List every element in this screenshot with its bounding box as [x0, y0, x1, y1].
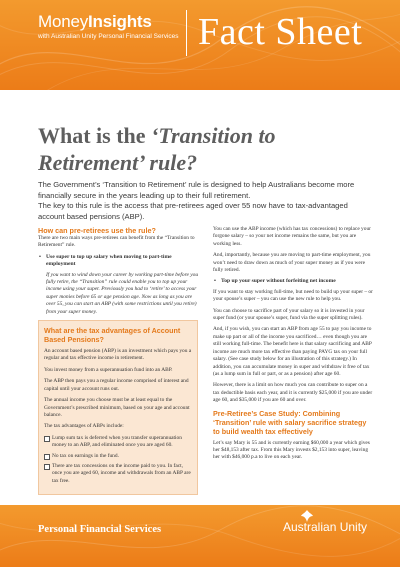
footer-service-name: Personal Financial Services — [38, 524, 162, 535]
footer-logo-text: Australian Unity — [283, 520, 368, 534]
box-p4: The annual income you choose must be at least equal to the Government’s prescribed minimum, based on your age and account balance. — [44, 397, 190, 418]
case-study-heading: Pre-Retiree’s Case Study: Combining ‘Transition’ rule with salary sacrifice strategy to build wealth tax effectively — [213, 408, 367, 436]
intro-p2: The key to this rule is the access that pre-retirees aged over 55 now have to tax-advantaged account based pensions (ABP). — [38, 201, 348, 221]
right-p4: You can choose to sacrifice part of your salary so it is invested in your super fund (or your spouse’s super, fund via the super splitting rules). — [213, 307, 365, 322]
brand-name — [38, 12, 179, 32]
intro-paragraph — [38, 180, 368, 222]
right-column — [213, 226, 373, 466]
fact-sheet-title: Fact Sheet — [198, 11, 363, 53]
header-banner — [0, 0, 400, 90]
checklist-item: No tax on earnings in the fund. — [44, 453, 192, 460]
ways-paragraph: There are two main ways pre-retirees can benefit from the “Transition to Retirement” rule. — [38, 235, 195, 249]
footer-swirl-decoration — [0, 505, 400, 567]
box-p1: An account based pension (ABP) is an investment which pays you a regular and tax effective income in retirement. — [44, 348, 192, 362]
part-time-paragraph: If you want to wind down your career by working part-time before you fully retire, the “Transition” rule could enable you to top up your income using your super. Previously you had to ‘retire’ to access your super monies before 65 or age pension age. Now as long as you are over 55, you can start an ABP (with some restrictions until you retire) from your super money. — [46, 271, 199, 315]
bullet-part-time: • Use super to top up salary when moving to part-time employment — [38, 254, 198, 269]
box-p5: The tax advantages of ABPs include: — [44, 423, 124, 430]
brand-subtitle: with Australian Unity Personal Financial Services — [38, 33, 179, 40]
bullet-top-up-super: • Top up your super without forfeiting net income — [213, 278, 373, 285]
right-p3: If you want to stay working full-time, but need to build up your super – or your spouse’s super – you can use the new rule to help you. — [213, 288, 373, 303]
brand-name-regular: Money — [38, 12, 89, 31]
box-p2: You invest money from a superannuation fund into an ABP. — [44, 366, 173, 373]
box-p3: The ABP then pays you a regular income comprised of interest and capital until your account runs out. — [44, 378, 189, 392]
left-column — [38, 226, 198, 495]
right-p2: And, importantly, because you are moving to part-time employment, you won’t need to draw down as much of your super money as if you were fully retired. — [213, 252, 371, 274]
intro-p1: The Government’s ‘Transition to Retirement’ rule is designed to help Australians become more financially secure in the years leading up to their full retirement. — [38, 180, 355, 200]
brand-name-bold: Insights — [88, 12, 152, 31]
brand-logo — [38, 12, 179, 40]
checklist-item: There are tax concessions on the income paid to you. In fact, once you are aged 60, income and withdrawals from an ABP are tax free. — [44, 463, 192, 485]
page-title-emphasis: ‘Transition to Retirement’ rule? — [38, 123, 276, 175]
right-p6: However, there is a limit on how much you can contribute to super on a tax deductible basis each year, and it is currently $25,000 if you are under age 60, and $35,000 if you are 60 and over. — [213, 382, 373, 404]
header-divider — [186, 10, 187, 56]
checklist-item: Lump sum tax is deferred when you transfer superannuation money to an ABP, and eliminated once you are aged 60. — [44, 435, 192, 450]
right-p5: And, if you wish, you can start an ABP from age 55 to pay you income to make up part or all of the income you sacrificed… even though you are still working full-time. The benefit here is that salary sacrificing and ABP income are much more tax effective than paying PAYG tax on your full salary. (See case study below for an illustration of this strategy.) In addition, you can accumulate money in super and withdraw it free of tax (as a lump sum in full or part, or as a pension) after age 60. — [213, 326, 372, 377]
case-study-paragraph: Let’s say Mary is 55 and is currently earning $60,000 a year which gives her $48,153 after tax. From this Mary invests $2,153 into super, leaving her with $46,000 p.a to live on each year. — [213, 439, 370, 461]
box-title: What are the tax advantages of Account Based Pensions? — [44, 326, 181, 345]
page-title-plain: What is the — [38, 123, 152, 148]
page-title — [38, 122, 378, 176]
footer-banner — [0, 505, 400, 567]
tax-advantages-box — [38, 320, 198, 495]
heading-use-rule: How can pre-retirees use the rule? — [38, 226, 156, 235]
right-p1: You can use the ABP income (which has tax concessions) to replace your forgone salary – so your net income remains the same, but you are working less. — [213, 226, 371, 247]
